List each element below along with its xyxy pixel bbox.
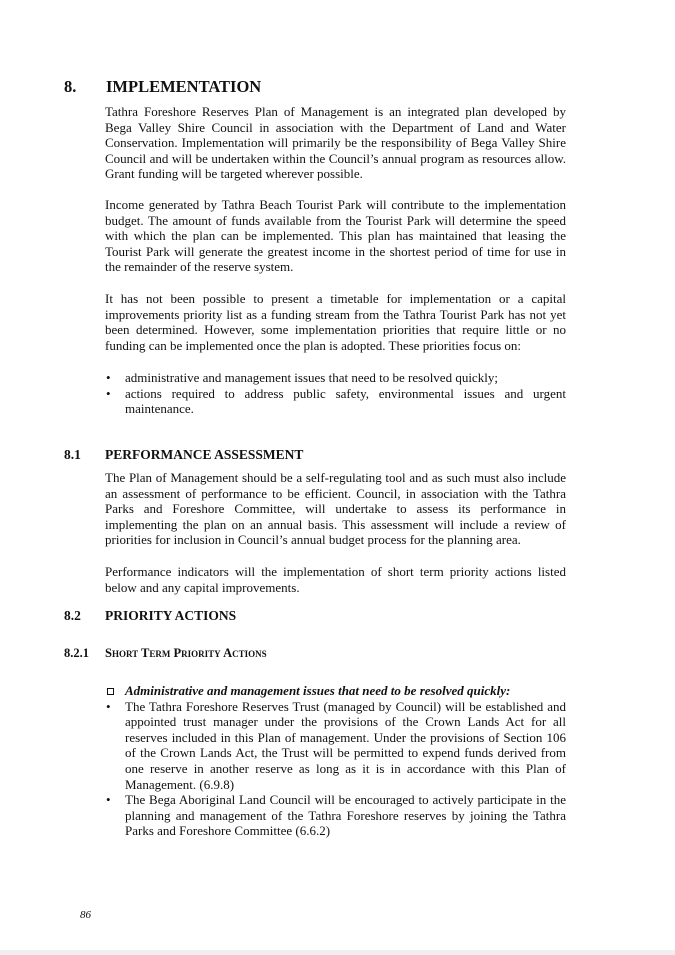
bullet-dot-icon: • [106, 385, 111, 401]
section-number: 8.1 [64, 447, 81, 462]
section-heading-8-2 [64, 608, 236, 624]
section-heading-8 [64, 77, 261, 97]
paragraph: The Plan of Management should be a self-regulating tool and as such must also include an assessment of performance to be efficient. Council, in association with the Tathra Parks and Foreshore Committee, will undertake to assess its performance in implementing the plan on an annual basis. This assessment will include a review of priorities for inclusion in Council’s annual budget process for the planning area. [105, 470, 566, 548]
list-item [105, 386, 566, 417]
section-title: IMPLEMENTATION [106, 77, 262, 96]
list-item [105, 370, 566, 386]
section-number: 8. [64, 77, 77, 96]
list-item-text: actions required to address public safety, environmental issues and urgent maintenance. [125, 385, 566, 417]
bullet-dot-icon: • [106, 792, 111, 808]
paragraph: Performance indicators will the implementation of short term priority actions listed below and any capital improvements. [105, 564, 566, 595]
list-item-text: administrative and management issues that need to be resolved quickly; [125, 370, 498, 385]
square-checkbox-icon [107, 688, 114, 695]
section-title: PERFORMANCE ASSESSMENT [105, 447, 304, 462]
page-number: 86 [80, 909, 91, 921]
bullet-dot-icon: • [106, 698, 111, 714]
list-item-text: The Bega Aboriginal Land Council will be encouraged to actively participate in the planning and management of the Tathra Foreshore reserves by joining the Tathra Parks and Foreshore Committee (6.6.2) [125, 792, 566, 839]
page-bottom-edge [0, 950, 675, 955]
paragraph: Income generated by Tathra Beach Tourist Park will contribute to the implementation budget. The amount of funds available from the Tourist Park will determine the speed with which the plan can be implemented. This plan has maintained that leasing the Tourist Park will generate the greatest income in the shortest period of time for use in the remainder of the reserve system. [105, 197, 566, 275]
section-heading-8-2-1 [64, 646, 267, 661]
paragraph: It has not been possible to present a timetable for implementation or a capital improvements priority list as a funding stream from the Tathra Tourist Park has not yet been determined. However, some implementation priorities that require little or no funding can be implemented once the plan is adopted. These priorities focus on: [105, 291, 566, 353]
priority-action-list [105, 683, 566, 839]
section-title: PRIORITY ACTIONS [105, 608, 237, 623]
bullet-dot-icon: • [106, 370, 111, 385]
paragraph: Tathra Foreshore Reserves Plan of Management is an integrated plan developed by Bega Valley Shire Council in association with the Department of Land and Water Conservation. Implementation will primarily be the responsibility of Bega Valley Shire Council and will be undertaken within the Council’s annual program as resources allow. Grant funding will be targeted wherever possible. [105, 104, 566, 182]
list-item-text: The Tathra Foreshore Reserves Trust (managed by Council) will be established and appointed trust manager under the provisions of the Crown Lands Act for all reserves included in this Plan of management. Under the provisions of Section 106 of the Crown Lands Act, the Trust will be permitted to expend funds derived from one reserve in another reserve as long as it is in accordance with this Plan of Management. (6.9.8) [125, 698, 566, 792]
section-title: Short Term Priority Actions [105, 646, 267, 660]
bullet-list [105, 370, 566, 417]
section-heading-8-1 [64, 447, 303, 463]
list-item [105, 699, 566, 793]
list-subheading: Administrative and management issues that need to be resolved quickly: [125, 683, 511, 698]
section-number: 8.2.1 [64, 646, 89, 660]
section-number: 8.2 [64, 608, 81, 623]
list-item [105, 683, 566, 699]
list-item [105, 792, 566, 839]
